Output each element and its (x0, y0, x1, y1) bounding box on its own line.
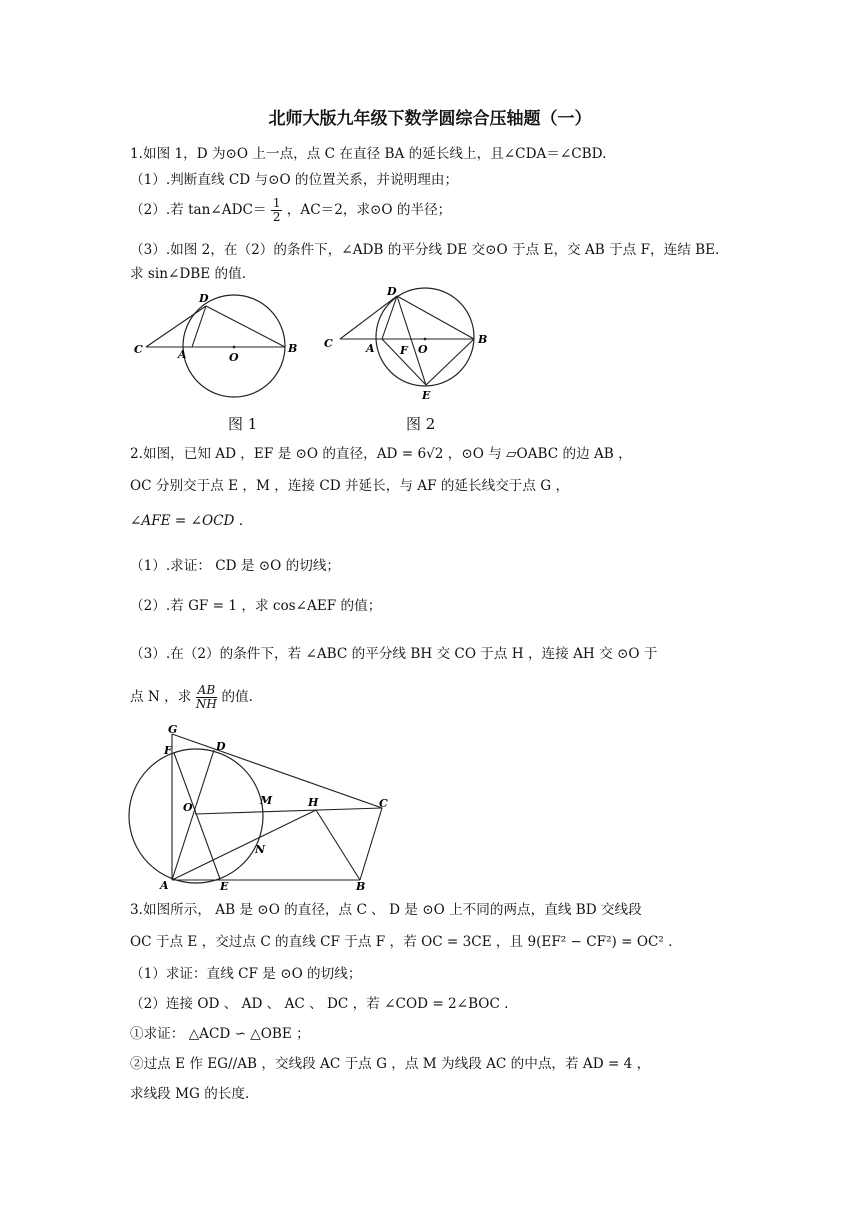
q1-fraction (271, 197, 283, 224)
q3-line1: 3.如图所示， AB 是 ⊙O 的直径，点 C 、 D 是 ⊙O 上不同的两点，直线 BD 交线段 (130, 902, 642, 918)
q2-line-oc (195, 808, 382, 814)
q2-line-ad (172, 750, 214, 880)
q1-part2-text-b: ，AC＝2，求⊙O 的半径； (286, 202, 452, 218)
q2-label-g: G (168, 724, 178, 736)
fig1-line-db (206, 306, 285, 347)
q1-stem: 1.如图 1，D 为⊙O 上一点，点 C 在直径 BA 的延长线上，且∠CDA＝∠CBD. (130, 146, 607, 162)
fig2-label-b: B (478, 333, 488, 346)
fig1-line-da (192, 306, 206, 347)
q2-label-m: M (260, 794, 273, 807)
q2-line2: OC 分别交于点 E ，M ，连接 CD 并延长，与 AF 的延长线交于点 G ， (130, 478, 570, 494)
q2-part3b (130, 684, 253, 711)
q2-label-f: F (164, 744, 172, 757)
fig1-caption: 图 1 (228, 415, 258, 433)
fig1-label-d: D (199, 292, 209, 305)
q1-part3-line1: （3）.如图 2，在（2）的条件下，∠ADB 的平分线 DE 交⊙O 于点 E，交 AB 于点 F，连结 BE. (130, 242, 720, 258)
fig1-center-dot (233, 346, 236, 349)
q3-sub2-line2: 求线段 MG 的长度. (130, 1086, 250, 1102)
q2-label-o: O (183, 801, 193, 814)
fig2-caption: 图 2 (406, 415, 436, 433)
fig1-label-a: A (178, 348, 187, 361)
q2-line3: ∠AFE = ∠OCD . (130, 513, 244, 529)
q1-part2-text-a: （2）.若 tan∠ADC＝ (130, 202, 267, 218)
fig1-label-c: C (134, 343, 143, 356)
q1-part1: （1）.判断直线 CD 与⊙O 的位置关系，并说明理由； (130, 172, 459, 188)
page-title: 北师大版九年级下数学圆综合压轴题（一） (268, 109, 592, 129)
q2-line1: 2.如图，已知 AD ，EF 是 ⊙O 的直径，AD = 6√2 ，⊙O 与 ▱OABC 的边 AB ， (130, 446, 632, 462)
fig2-label-o: O (418, 343, 428, 356)
q2-label-e: E (220, 880, 229, 892)
q2-fraction-den: NH (195, 697, 217, 711)
q1-part2 (130, 197, 451, 224)
q1-part3-line2: 求 sin∠DBE 的值. (130, 266, 247, 282)
q2-label-n: N (255, 843, 266, 856)
figure-q2 (128, 724, 398, 892)
q3-line2: OC 于点 E ，交过点 C 的直线 CF 于点 F ，若 OC = 3CE ，且 9(EF² − CF²) = OC² . (130, 934, 673, 950)
fig2-center-dot (424, 338, 427, 341)
q3-sub2-line1: ②过点 E 作 EG//AB ，交线段 AC 于点 G ，点 M 为线段 AC 的中点，若 AD = 4 ， (130, 1056, 651, 1072)
q2-part3b-text-a: 点 N ，求 (130, 689, 192, 705)
q2-line-hb (316, 810, 360, 880)
q2-circle (129, 749, 263, 883)
q3-sub1: ①求证： △ACD ∽ △OBE ； (130, 1026, 310, 1042)
q2-fraction (196, 684, 217, 711)
fig2-label-e: E (422, 389, 431, 402)
figure-2 (320, 282, 500, 407)
figure-1 (128, 290, 308, 400)
q3-part2: （2）连接 OD 、 AD 、 AC 、 DC ，若 ∠COD = 2∠BOC . (130, 996, 509, 1012)
q2-label-c: C (379, 797, 388, 810)
q2-line-ah (172, 810, 316, 880)
q2-label-b: B (356, 880, 366, 892)
q2-line-gc (172, 734, 382, 808)
q2-fraction-num: AB (197, 683, 216, 697)
q3-part1: （1）求证：直线 CF 是 ⊙O 的切线； (130, 966, 362, 982)
q2-part1: （1）.求证： CD 是 ⊙O 的切线； (130, 558, 341, 574)
q2-label-d: D (216, 740, 226, 753)
fig2-line-cd (340, 296, 397, 339)
fig1-line-cd (146, 306, 206, 347)
q2-line-bc (360, 808, 382, 880)
fig1-label-o: O (229, 351, 239, 364)
q2-label-h: H (308, 796, 319, 809)
q2-part2: （2）.若 GF = 1 ，求 cos∠AEF 的值； (130, 598, 382, 614)
q2-part3b-text-b: 的值. (221, 689, 253, 705)
q2-label-a: A (160, 879, 169, 892)
fig2-label-a: A (366, 342, 375, 355)
fig2-label-d: D (387, 285, 397, 298)
q1-fraction-den: 2 (272, 210, 281, 224)
fig1-label-b: B (288, 342, 298, 355)
fig2-label-f: F (400, 344, 408, 357)
q1-fraction-num: 1 (272, 196, 281, 210)
fig2-label-c: C (324, 337, 333, 350)
q2-part3: （3）.在（2）的条件下，若 ∠ABC 的平分线 BH 交 CO 于点 H ，连接 AH 交 ⊙O 于 (130, 646, 658, 662)
fig2-circle (376, 288, 474, 386)
